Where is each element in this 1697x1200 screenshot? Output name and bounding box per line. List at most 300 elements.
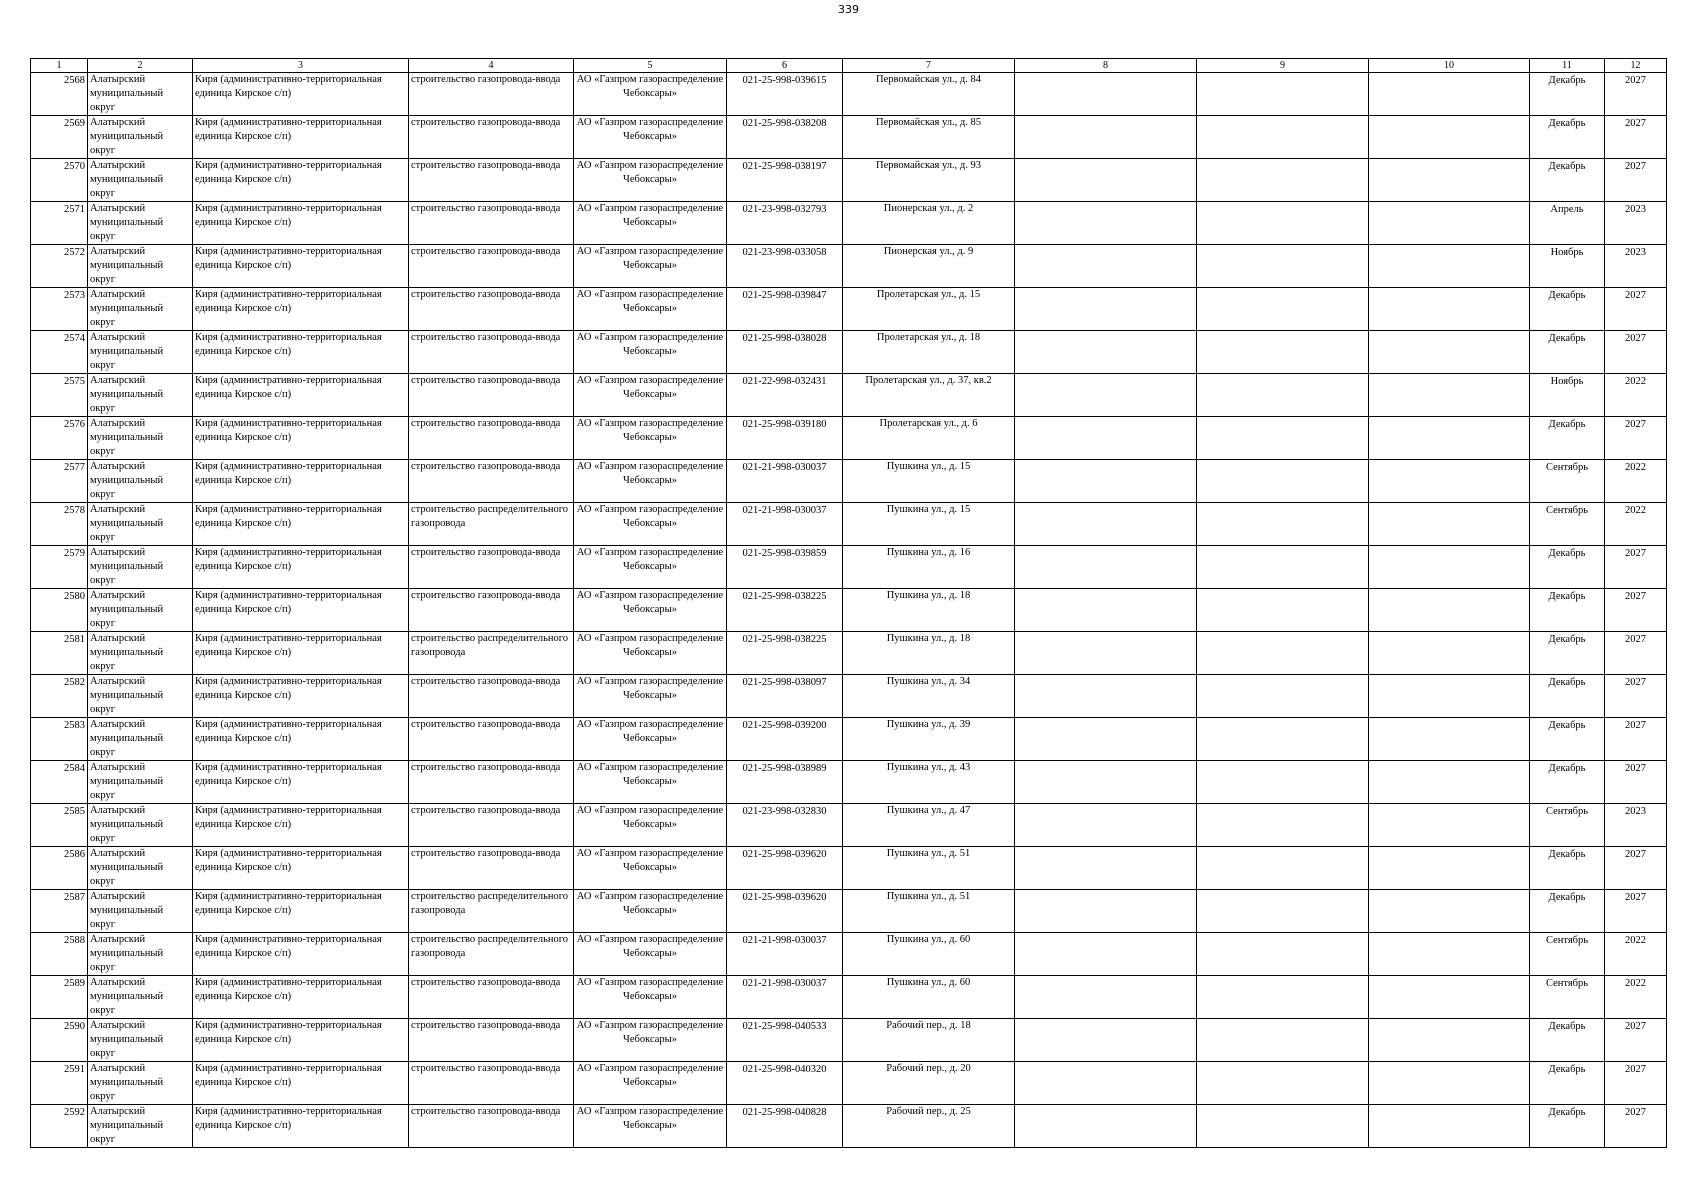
column-8-cell-text: [1017, 546, 1194, 587]
year-cell: [1605, 933, 1667, 976]
object-code-cell-text: 021-25-998-038097: [742, 677, 827, 688]
object-code-cell-text: 021-25-998-038225: [742, 591, 827, 602]
address-cell-text: Пушкина ул., д. 43: [886, 762, 971, 773]
organization-cell: [574, 245, 727, 288]
district-cell-text: Алатырский муниципальный округ: [90, 891, 164, 930]
year-cell: [1605, 73, 1667, 116]
month-cell: [1530, 73, 1605, 116]
column-number: 3: [193, 59, 409, 73]
row-number-text: 2578: [64, 505, 85, 516]
address-cell-text: Рабочий пер., д. 20: [886, 1063, 971, 1074]
month-cell-text: Сентябрь: [1545, 462, 1589, 473]
locality-cell: [193, 417, 409, 460]
column-10-cell: [1369, 503, 1530, 546]
column-9-cell-text: [1199, 589, 1366, 630]
column-9-cell-text: [1199, 761, 1366, 802]
locality-cell-text: Киря (административно-территориальная единица Кирское с/п): [195, 590, 382, 615]
column-8-cell: [1015, 1062, 1197, 1105]
object-code-cell: [727, 73, 843, 116]
row-number-text: 2588: [64, 935, 85, 946]
row-number-text: 2583: [64, 720, 85, 731]
row-number: [31, 460, 88, 503]
month-cell-text: Апрель: [1550, 204, 1584, 215]
work-type-cell-text: строительство распределительного газопровода: [411, 934, 569, 959]
column-9-cell: [1197, 331, 1369, 374]
organization-cell: [574, 890, 727, 933]
object-code-cell-text: 021-25-998-038197: [742, 161, 827, 172]
column-8-cell: [1015, 1019, 1197, 1062]
organization-cell-text: АО «Газпром газораспределение Чебоксары»: [576, 246, 724, 271]
object-code-cell-text: 021-21-998-030037: [742, 505, 827, 516]
registry-table: [30, 58, 1667, 1148]
year-cell-text: 2027: [1625, 720, 1646, 731]
locality-cell-text: Киря (административно-территориальная единица Кирское с/п): [195, 934, 382, 959]
column-10-cell: [1369, 933, 1530, 976]
year-cell-text: 2027: [1625, 1021, 1646, 1032]
district-cell: [88, 288, 193, 331]
address-cell: [843, 847, 1015, 890]
work-type-cell: [409, 331, 574, 374]
year-cell-text: 2027: [1625, 892, 1646, 903]
column-number: 10: [1369, 59, 1530, 73]
month-cell-text: Ноябрь: [1550, 247, 1584, 258]
year-cell: [1605, 761, 1667, 804]
month-cell: [1530, 847, 1605, 890]
locality-cell-text: Киря (административно-территориальная единица Кирское с/п): [195, 160, 382, 185]
column-number: 11: [1530, 59, 1605, 73]
work-type-cell: [409, 503, 574, 546]
organization-cell: [574, 761, 727, 804]
row-number: [31, 73, 88, 116]
address-cell: [843, 460, 1015, 503]
column-9-cell-text: [1199, 976, 1366, 1017]
table-row: [31, 804, 1667, 847]
object-code-cell: [727, 1062, 843, 1105]
column-10-cell: [1369, 1062, 1530, 1105]
column-10-cell: [1369, 632, 1530, 675]
district-cell-text: Алатырский муниципальный округ: [90, 1020, 164, 1059]
district-cell: [88, 202, 193, 245]
work-type-cell: [409, 1105, 574, 1148]
district-cell: [88, 718, 193, 761]
district-cell: [88, 245, 193, 288]
column-number: 2: [88, 59, 193, 73]
column-10-cell-text: [1371, 417, 1527, 458]
row-number: [31, 288, 88, 331]
work-type-cell: [409, 288, 574, 331]
district-cell: [88, 890, 193, 933]
year-cell: [1605, 589, 1667, 632]
month-cell-text: Декабрь: [1548, 419, 1586, 430]
district-cell-text: Алатырский муниципальный округ: [90, 203, 164, 242]
month-cell: [1530, 589, 1605, 632]
locality-cell-text: Киря (административно-территориальная единица Кирское с/п): [195, 1106, 382, 1131]
organization-cell: [574, 288, 727, 331]
column-8-cell: [1015, 73, 1197, 116]
year-cell: [1605, 460, 1667, 503]
address-cell: [843, 718, 1015, 761]
column-8-cell-text: [1017, 417, 1194, 458]
row-number: [31, 1105, 88, 1148]
month-cell: [1530, 374, 1605, 417]
work-type-cell: [409, 890, 574, 933]
year-cell: [1605, 159, 1667, 202]
organization-cell: [574, 417, 727, 460]
work-type-cell: [409, 1062, 574, 1105]
district-cell-text: Алатырский муниципальный округ: [90, 977, 164, 1016]
work-type-cell-text: строительство газопровода-ввода: [411, 848, 561, 859]
column-number: 7: [843, 59, 1015, 73]
year-cell-text: 2027: [1625, 161, 1646, 172]
locality-cell-text: Киря (административно-территориальная единица Кирское с/п): [195, 547, 382, 572]
column-8-cell-text: [1017, 503, 1194, 544]
column-9-cell: [1197, 374, 1369, 417]
district-cell-text: Алатырский муниципальный округ: [90, 504, 164, 543]
organization-cell: [574, 374, 727, 417]
column-10-cell-text: [1371, 202, 1527, 243]
organization-cell: [574, 73, 727, 116]
month-cell: [1530, 288, 1605, 331]
column-9-cell-text: [1199, 804, 1366, 845]
district-cell-text: Алатырский муниципальный округ: [90, 633, 164, 672]
table-row: [31, 546, 1667, 589]
column-8-cell-text: [1017, 675, 1194, 716]
row-number-text: 2586: [64, 849, 85, 860]
year-cell-text: 2027: [1625, 763, 1646, 774]
object-code-cell: [727, 1105, 843, 1148]
column-8-cell-text: [1017, 933, 1194, 974]
column-10-cell: [1369, 675, 1530, 718]
object-code-cell-text: 021-25-998-039620: [742, 849, 827, 860]
column-8-cell: [1015, 546, 1197, 589]
column-number: 4: [409, 59, 574, 73]
table-row: [31, 718, 1667, 761]
address-cell-text: Пушкина ул., д. 60: [886, 934, 971, 945]
address-cell: [843, 632, 1015, 675]
column-number: 5: [574, 59, 727, 73]
column-10-cell-text: [1371, 245, 1527, 286]
month-cell: [1530, 159, 1605, 202]
work-type-cell: [409, 460, 574, 503]
year-cell-text: 2027: [1625, 118, 1646, 129]
month-cell: [1530, 116, 1605, 159]
month-cell-text: Декабрь: [1548, 1107, 1586, 1118]
organization-cell: [574, 1105, 727, 1148]
column-9-cell: [1197, 503, 1369, 546]
column-10-cell-text: [1371, 1019, 1527, 1060]
column-9-cell-text: [1199, 73, 1366, 114]
table-row: [31, 976, 1667, 1019]
month-cell-text: Декабрь: [1548, 763, 1586, 774]
object-code-cell: [727, 159, 843, 202]
address-cell: [843, 331, 1015, 374]
row-number-text: 2590: [64, 1021, 85, 1032]
work-type-cell: [409, 632, 574, 675]
row-number-text: 2580: [64, 591, 85, 602]
row-number: [31, 331, 88, 374]
object-code-cell: [727, 890, 843, 933]
locality-cell: [193, 116, 409, 159]
column-number: 12: [1605, 59, 1667, 73]
column-8-cell: [1015, 202, 1197, 245]
work-type-cell: [409, 804, 574, 847]
table-row: [31, 202, 1667, 245]
year-cell: [1605, 331, 1667, 374]
table-row: [31, 1062, 1667, 1105]
column-9-cell-text: [1199, 116, 1366, 157]
address-cell-text: Пушкина ул., д. 60: [886, 977, 971, 988]
work-type-cell: [409, 1019, 574, 1062]
organization-cell: [574, 632, 727, 675]
row-number: [31, 718, 88, 761]
row-number-text: 2569: [64, 118, 85, 129]
object-code-cell: [727, 374, 843, 417]
month-cell: [1530, 245, 1605, 288]
work-type-cell: [409, 847, 574, 890]
row-number-text: 2592: [64, 1107, 85, 1118]
organization-cell-text: АО «Газпром газораспределение Чебоксары»: [576, 1020, 724, 1045]
row-number: [31, 847, 88, 890]
month-cell-text: Декабрь: [1548, 849, 1586, 860]
column-9-cell: [1197, 159, 1369, 202]
locality-cell-text: Киря (административно-территориальная единица Кирское с/п): [195, 246, 382, 271]
column-8-cell: [1015, 890, 1197, 933]
district-cell-text: Алатырский муниципальный округ: [90, 762, 164, 801]
locality-cell-text: Киря (административно-территориальная единица Кирское с/п): [195, 332, 382, 357]
column-10-cell-text: [1371, 116, 1527, 157]
column-10-cell: [1369, 761, 1530, 804]
address-cell: [843, 73, 1015, 116]
work-type-cell: [409, 675, 574, 718]
column-9-cell-text: [1199, 331, 1366, 372]
column-9-cell-text: [1199, 460, 1366, 501]
year-cell-text: 2022: [1625, 462, 1646, 473]
column-9-cell: [1197, 933, 1369, 976]
row-number-text: 2575: [64, 376, 85, 387]
month-cell: [1530, 546, 1605, 589]
year-cell: [1605, 245, 1667, 288]
locality-cell-text: Киря (административно-территориальная единица Кирское с/п): [195, 1063, 382, 1088]
year-cell-text: 2022: [1625, 376, 1646, 387]
work-type-cell: [409, 718, 574, 761]
object-code-cell-text: 021-21-998-030037: [742, 978, 827, 989]
year-cell: [1605, 116, 1667, 159]
work-type-cell-text: строительство газопровода-ввода: [411, 762, 561, 773]
column-10-cell-text: [1371, 73, 1527, 114]
district-cell-text: Алатырский муниципальный округ: [90, 117, 164, 156]
column-10-cell: [1369, 1105, 1530, 1148]
address-cell: [843, 546, 1015, 589]
column-8-cell: [1015, 632, 1197, 675]
table-row: [31, 288, 1667, 331]
object-code-cell: [727, 804, 843, 847]
year-cell: [1605, 675, 1667, 718]
column-number: 1: [31, 59, 88, 73]
column-9-cell-text: [1199, 374, 1366, 415]
column-10-cell: [1369, 374, 1530, 417]
column-10-cell: [1369, 159, 1530, 202]
column-10-cell-text: [1371, 288, 1527, 329]
column-8-cell: [1015, 417, 1197, 460]
row-number-text: 2577: [64, 462, 85, 473]
locality-cell: [193, 546, 409, 589]
column-10-cell-text: [1371, 159, 1527, 200]
address-cell: [843, 1019, 1015, 1062]
page-number: 339: [838, 3, 859, 16]
object-code-cell-text: 021-25-998-040533: [742, 1021, 827, 1032]
column-10-cell: [1369, 546, 1530, 589]
work-type-cell: [409, 933, 574, 976]
organization-cell-text: АО «Газпром газораспределение Чебоксары»: [576, 418, 724, 443]
column-10-cell-text: [1371, 890, 1527, 931]
district-cell: [88, 761, 193, 804]
month-cell-text: Сентябрь: [1545, 978, 1589, 989]
organization-cell-text: АО «Газпром газораспределение Чебоксары»: [576, 762, 724, 787]
locality-cell-text: Киря (административно-территориальная единица Кирское с/п): [195, 289, 382, 314]
locality-cell-text: Киря (административно-территориальная единица Кирское с/п): [195, 418, 382, 443]
district-cell: [88, 1019, 193, 1062]
column-9-cell: [1197, 761, 1369, 804]
column-9-cell: [1197, 116, 1369, 159]
column-8-cell-text: [1017, 245, 1194, 286]
month-cell-text: Декабрь: [1548, 634, 1586, 645]
column-8-cell-text: [1017, 718, 1194, 759]
object-code-cell: [727, 1019, 843, 1062]
address-cell-text: Рабочий пер., д. 18: [886, 1020, 971, 1031]
work-type-cell-text: строительство газопровода-ввода: [411, 246, 561, 257]
column-8-cell-text: [1017, 73, 1194, 114]
object-code-cell: [727, 202, 843, 245]
table-row: [31, 1019, 1667, 1062]
column-8-cell: [1015, 761, 1197, 804]
column-10-cell: [1369, 804, 1530, 847]
column-10-cell: [1369, 589, 1530, 632]
organization-cell-text: АО «Газпром газораспределение Чебоксары»: [576, 332, 724, 357]
organization-cell-text: АО «Газпром газораспределение Чебоксары»: [576, 848, 724, 873]
locality-cell-text: Киря (административно-территориальная единица Кирское с/п): [195, 461, 382, 486]
district-cell-text: Алатырский муниципальный округ: [90, 332, 164, 371]
locality-cell: [193, 718, 409, 761]
locality-cell: [193, 1019, 409, 1062]
district-cell-text: Алатырский муниципальный округ: [90, 1063, 164, 1102]
month-cell: [1530, 202, 1605, 245]
year-cell: [1605, 1105, 1667, 1148]
address-cell-text: Первомайская ул., д. 93: [876, 160, 981, 171]
month-cell-text: Декабрь: [1548, 677, 1586, 688]
year-cell: [1605, 374, 1667, 417]
month-cell: [1530, 675, 1605, 718]
row-number-text: 2587: [64, 892, 85, 903]
object-code-cell: [727, 460, 843, 503]
object-code-cell: [727, 331, 843, 374]
column-9-cell: [1197, 1019, 1369, 1062]
locality-cell: [193, 761, 409, 804]
row-number-text: 2585: [64, 806, 85, 817]
locality-cell: [193, 202, 409, 245]
object-code-cell-text: 021-23-998-033058: [742, 247, 827, 258]
column-9-cell: [1197, 202, 1369, 245]
column-9-cell: [1197, 804, 1369, 847]
column-9-cell: [1197, 288, 1369, 331]
year-cell: [1605, 718, 1667, 761]
work-type-cell-text: строительство распределительного газопровода: [411, 633, 569, 658]
year-cell: [1605, 847, 1667, 890]
address-cell: [843, 675, 1015, 718]
district-cell: [88, 933, 193, 976]
district-cell: [88, 1062, 193, 1105]
column-8-cell: [1015, 331, 1197, 374]
column-9-cell: [1197, 675, 1369, 718]
year-cell-text: 2022: [1625, 935, 1646, 946]
row-number-text: 2570: [64, 161, 85, 172]
year-cell-text: 2027: [1625, 677, 1646, 688]
address-cell-text: Пушкина ул., д. 15: [886, 461, 971, 472]
address-cell-text: Первомайская ул., д. 85: [876, 117, 981, 128]
organization-cell: [574, 1019, 727, 1062]
address-cell-text: Пролетарская ул., д. 18: [876, 332, 981, 343]
locality-cell: [193, 503, 409, 546]
column-8-cell: [1015, 116, 1197, 159]
address-cell: [843, 589, 1015, 632]
locality-cell-text: Киря (административно-территориальная единица Кирское с/п): [195, 891, 382, 916]
year-cell: [1605, 546, 1667, 589]
column-8-cell-text: [1017, 589, 1194, 630]
work-type-cell: [409, 159, 574, 202]
organization-cell-text: АО «Газпром газораспределение Чебоксары»: [576, 719, 724, 744]
column-number: 9: [1197, 59, 1369, 73]
row-number: [31, 632, 88, 675]
organization-cell: [574, 933, 727, 976]
row-number: [31, 1019, 88, 1062]
year-cell-text: 2027: [1625, 1064, 1646, 1075]
locality-cell-text: Киря (административно-территориальная единица Кирское с/п): [195, 633, 382, 658]
year-cell-text: 2022: [1625, 505, 1646, 516]
column-10-cell-text: [1371, 374, 1527, 415]
object-code-cell-text: 021-21-998-030037: [742, 462, 827, 473]
row-number-text: 2579: [64, 548, 85, 559]
locality-cell: [193, 589, 409, 632]
table-row: [31, 847, 1667, 890]
month-cell: [1530, 417, 1605, 460]
district-cell: [88, 546, 193, 589]
table-row: [31, 245, 1667, 288]
locality-cell-text: Киря (административно-территориальная единица Кирское с/п): [195, 805, 382, 830]
column-9-cell: [1197, 976, 1369, 1019]
address-cell-text: Пушкина ул., д. 18: [886, 590, 971, 601]
object-code-cell: [727, 632, 843, 675]
column-8-cell-text: [1017, 1062, 1194, 1103]
year-cell: [1605, 1019, 1667, 1062]
column-8-cell: [1015, 976, 1197, 1019]
table-row: [31, 374, 1667, 417]
row-number: [31, 976, 88, 1019]
work-type-cell-text: строительство газопровода-ввода: [411, 461, 561, 472]
column-8-cell: [1015, 804, 1197, 847]
district-cell-text: Алатырский муниципальный округ: [90, 289, 164, 328]
object-code-cell: [727, 589, 843, 632]
organization-cell-text: АО «Газпром газораспределение Чебоксары»: [576, 461, 724, 486]
work-type-cell: [409, 976, 574, 1019]
address-cell: [843, 288, 1015, 331]
object-code-cell-text: 021-25-998-038225: [742, 634, 827, 645]
column-number: 6: [727, 59, 843, 73]
row-number: [31, 804, 88, 847]
year-cell: [1605, 804, 1667, 847]
year-cell-text: 2027: [1625, 591, 1646, 602]
object-code-cell: [727, 503, 843, 546]
address-cell: [843, 1062, 1015, 1105]
column-10-cell: [1369, 202, 1530, 245]
